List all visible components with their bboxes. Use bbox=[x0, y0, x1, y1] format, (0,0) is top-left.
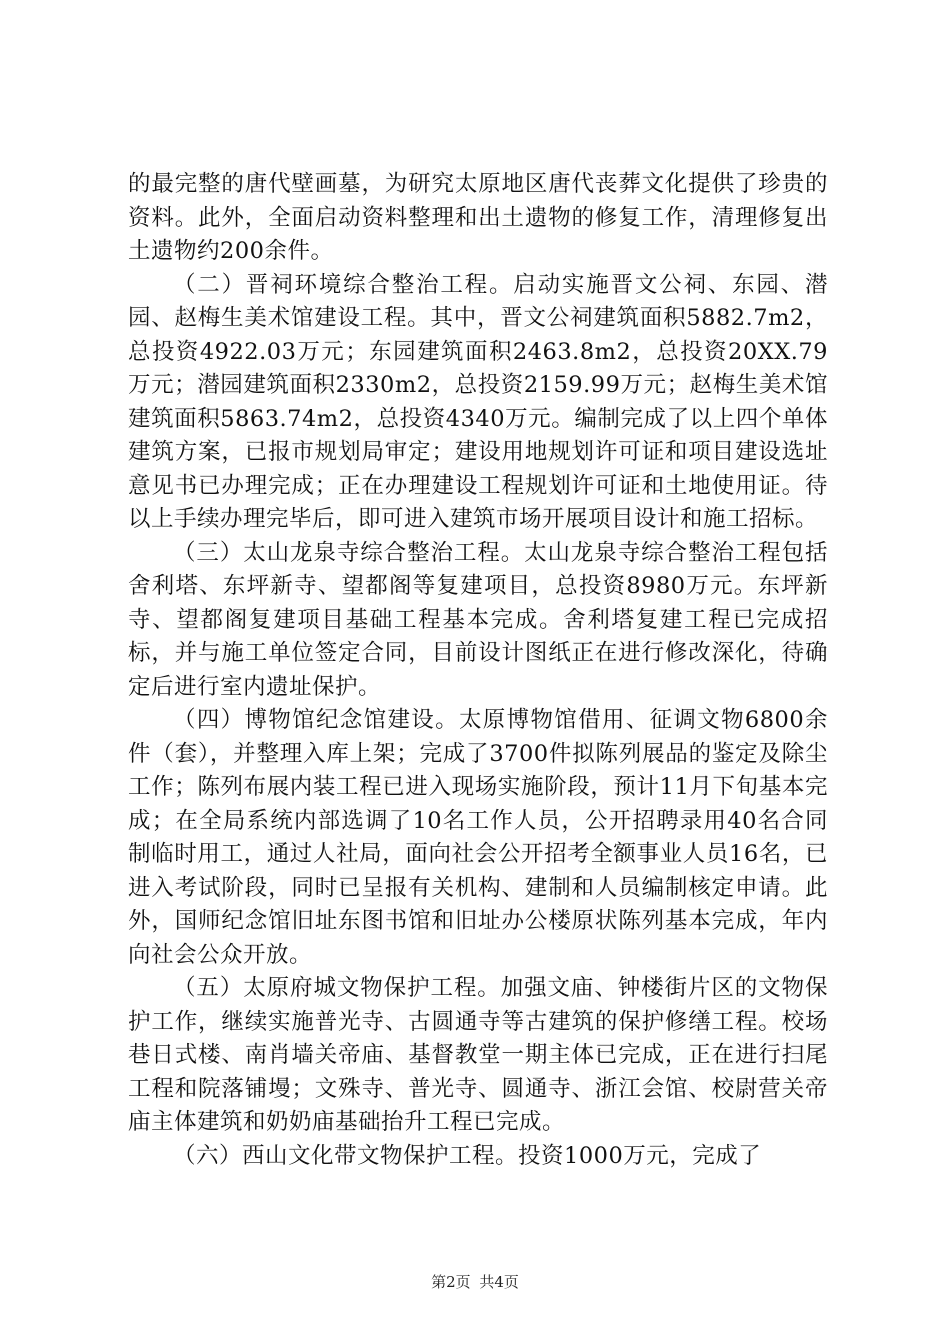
page-total: 共4页 bbox=[479, 1273, 519, 1291]
page-number: 第2页 bbox=[431, 1273, 471, 1291]
paragraph-museum-construction: （四）博物馆纪念馆建设。太原博物馆借用、征调文物6800余件（套），并整理入库上架；完成了3700件拟陈列展品的鉴定及除尘工作；陈列布展内装工程已进入现场实施阶段，预计11月下旬基本完成；在全局系统内部选调了10名工作人员，公开招聘录用40名合同制临时用工，通过人社局，面向社会公开招考全额事业人员16名，已进入考试阶段，同时已呈报有关机构、建制和人员编制核定申请。此外，国师纪念馆旧址东图书馆和旧址办公楼原状陈列基本完成，年内向社会公众开放。 bbox=[128, 707, 828, 968]
paragraph-fucheng-protection: （五）太原府城文物保护工程。加强文庙、钟楼街片区的文物保护工作，继续实施普光寺、古圆通寺等古建筑的保护修缮工程。校场巷日式楼、南肖墙关帝庙、基督教堂一期主体已完成，正在进行扫尾工程和院落铺墁；文殊寺、普光寺、圆通寺、浙江会馆、校尉营关帝庙主体建筑和奶奶庙基础抬升工程已完成。 bbox=[128, 975, 828, 1135]
page-footer bbox=[0, 1272, 950, 1292]
paragraph-jinci-project: （二）晋祠环境综合整治工程。启动实施晋文公祠、东园、潜园、赵梅生美术馆建设工程。其中，晋文公祠建筑面积5882.7m2，总投资4922.03万元；东园建筑面积2463.8m2，总投资20XX.79万元；潜园建筑面积2330m2，总投资2159.99万元；赵梅生美术馆建筑面积5863.74m2，总投资4340万元。编制完成了以上四个单体建筑方案，已报市规划局审定；建设用地规划许可证和项目建设选址意见书已办理完成；正在办理建设工程规划许可证和土地使用证。待以上手续办理完毕后，即可进入建筑市场开展项目设计和施工招标。 bbox=[128, 271, 828, 532]
paragraph-continuation: 的最完整的唐代壁画墓，为研究太原地区唐代丧葬文化提供了珍贵的资料。此外，全面启动资料整理和出土遗物的修复工作，清理修复出土遗物约200余件。 bbox=[128, 171, 828, 264]
paragraph-xishan-culture-belt: （六）西山文化带文物保护工程。投资1000万元，完成了 bbox=[173, 1142, 762, 1169]
paragraph-longquan-temple: （三）太山龙泉寺综合整治工程。太山龙泉寺综合整治工程包括舍利塔、东坪新寺、望都阁等复建项目，总投资8980万元。东坪新寺、望都阁复建项目基础工程基本完成。舍利塔复建工程已完成招标，并与施工单位签定合同，目前设计图纸正在进行修改深化，待确定后进行室内遗址保护。 bbox=[128, 539, 828, 700]
document-body bbox=[128, 168, 828, 1173]
